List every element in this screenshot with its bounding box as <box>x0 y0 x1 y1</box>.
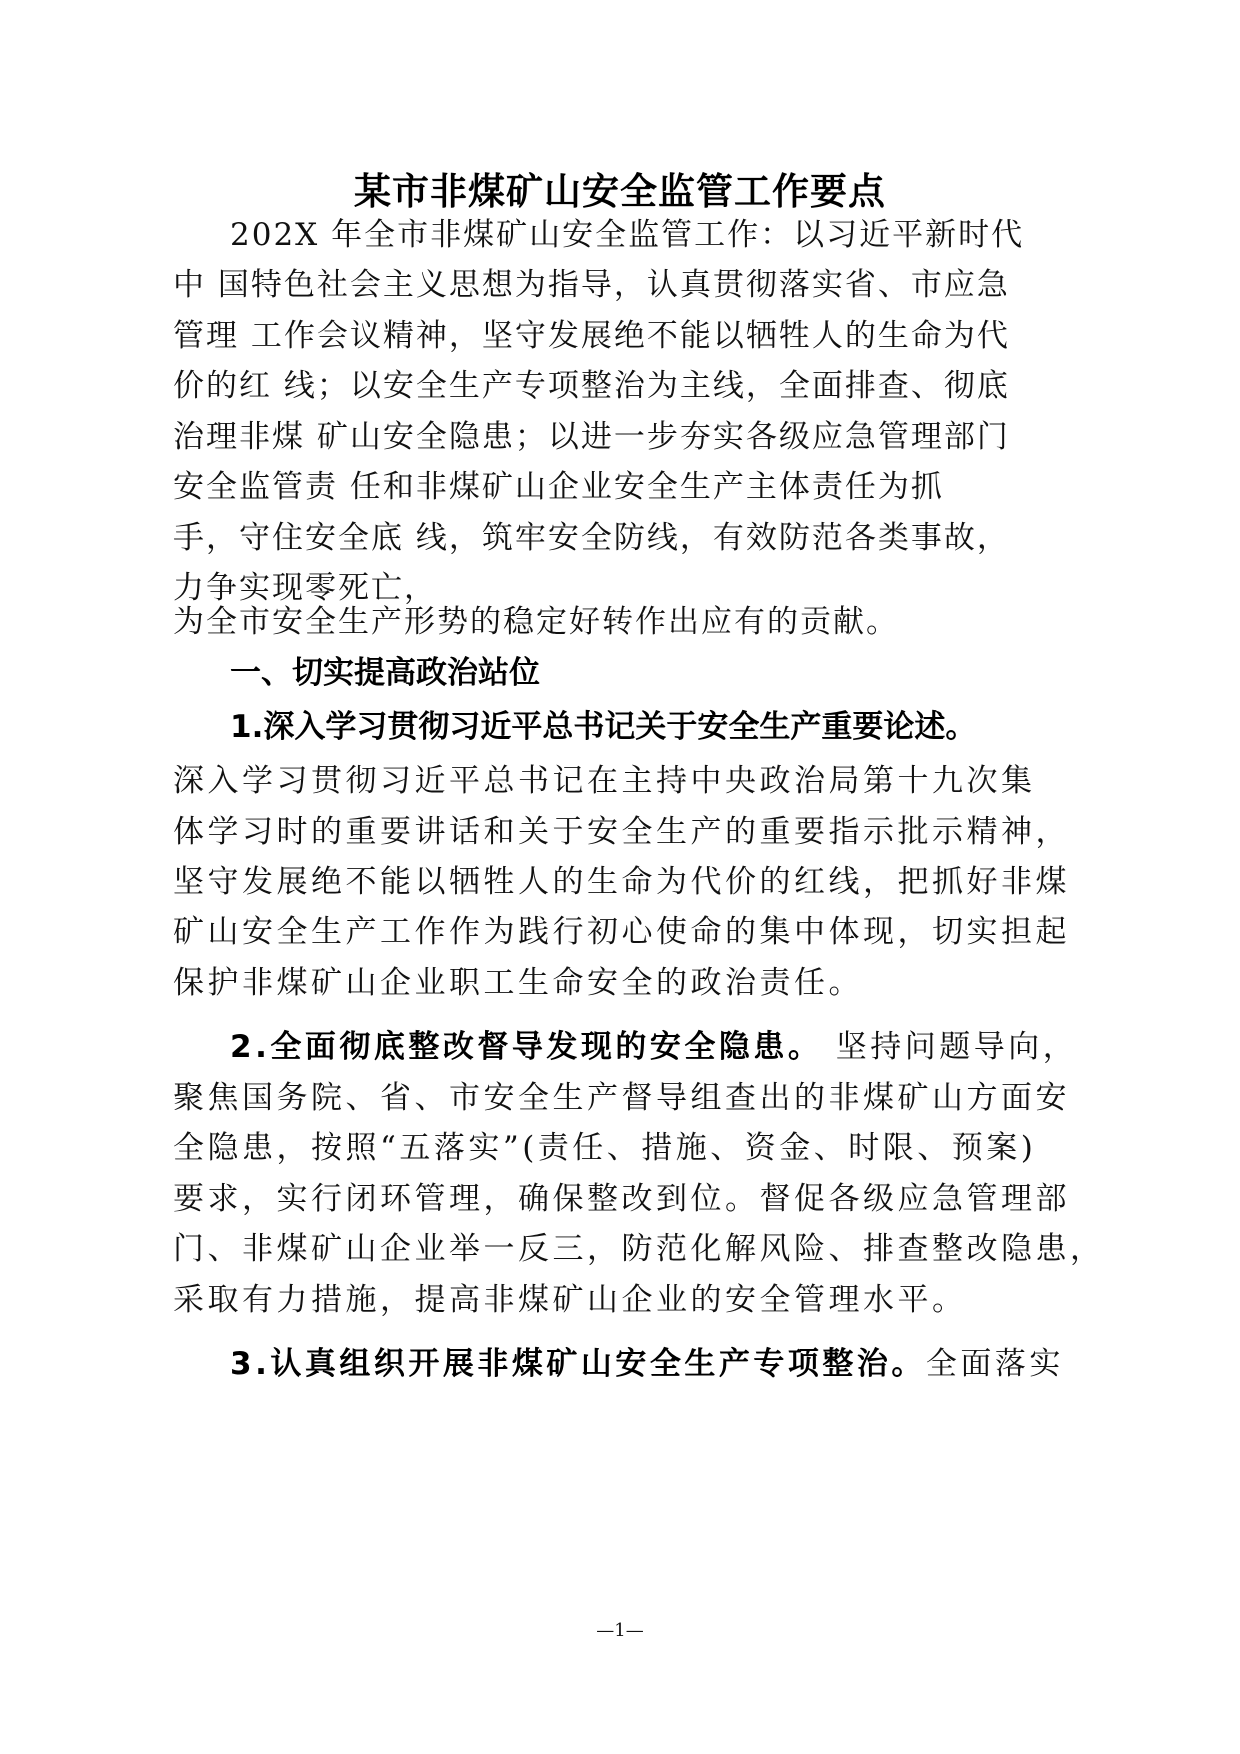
item-heading: 1.深入学习贯彻习近平总书记关于安全生产重要论述。 <box>230 709 977 745</box>
intro-line: 力争实现零死亡， <box>173 570 437 606</box>
item1-line: 体学习时的重要讲话和关于安全生产的重要指示批示精神， <box>173 814 1070 850</box>
item2-line: 要求，实行闭环管理，确保整改到位。督促各级应急管理部 <box>173 1181 1070 1217</box>
item1-line: 坚守发展绝不能以牺牲人的生命为代价的红线，把抓好非煤 <box>173 864 1070 900</box>
item3-first-line-text: 全面落实 <box>925 1346 1064 1382</box>
intro-line: 治理非煤 矿山安全隐患；以进一步夯实各级应急管理部门 <box>173 419 1010 455</box>
item2-line: 采取有力措施，提高非煤矿山企业的安全管理水平。 <box>173 1282 967 1318</box>
page-number: —1— <box>596 1620 644 1641</box>
item2-first-line <box>230 1027 1077 1067</box>
item2-first-line-text: 坚持问题导向， <box>822 1029 1078 1065</box>
section-heading: 一、切实提高政治站位 <box>230 655 540 691</box>
item3-first-line <box>230 1344 1064 1384</box>
item2-line: 门、非煤矿山企业举一反三，防范化解风险、排查整改隐患， <box>173 1231 1105 1267</box>
intro-line: 安全监管责 任和非煤矿山企业安全生产主体责任为抓 <box>173 469 944 505</box>
item1-line: 深入学习贯彻习近平总书记在主持中央政治局第十九次集 <box>173 763 1036 799</box>
item-heading: 3.认真组织开展非煤矿山安全生产专项整治。 <box>230 1346 926 1382</box>
item1-line: 矿山安全生产工作作为践行初心使命的集中体现，切实担起 <box>173 914 1070 950</box>
intro-line: 202X 年全市非煤矿山安全监管工作：以习近平新时代 <box>230 217 1025 253</box>
item2-line: 聚焦国务院、省、市安全生产督导组查出的非煤矿山方面安 <box>173 1080 1070 1116</box>
intro-line: 手，守住安全底 线，筑牢安全防线，有效防范各类事故， <box>173 520 1010 556</box>
item1-line: 保护非煤矿山企业职工生命安全的政治责任。 <box>173 965 863 1001</box>
intro-line: 管理 工作会议精神，坚守发展绝不能以牺牲人的生命为代 <box>173 318 1010 354</box>
intro-line: 价的红 线；以安全生产专项整治为主线，全面排查、彻底 <box>173 368 1010 404</box>
intro-line: 为全市安全生产形势的稳定好转作出应有的贡献。 <box>173 604 899 640</box>
item2-line: 全隐患，按照“五落实”(责任、措施、资金、时限、预案) <box>173 1130 1037 1166</box>
document-title: 某市非煤矿山安全监管工作要点 <box>354 170 886 213</box>
intro-line: 中 国特色社会主义思想为指导，认真贯彻落实省、市应急 <box>173 267 1010 303</box>
item-heading: 2.全面彻底整改督导发现的安全隐患。 <box>230 1029 823 1065</box>
